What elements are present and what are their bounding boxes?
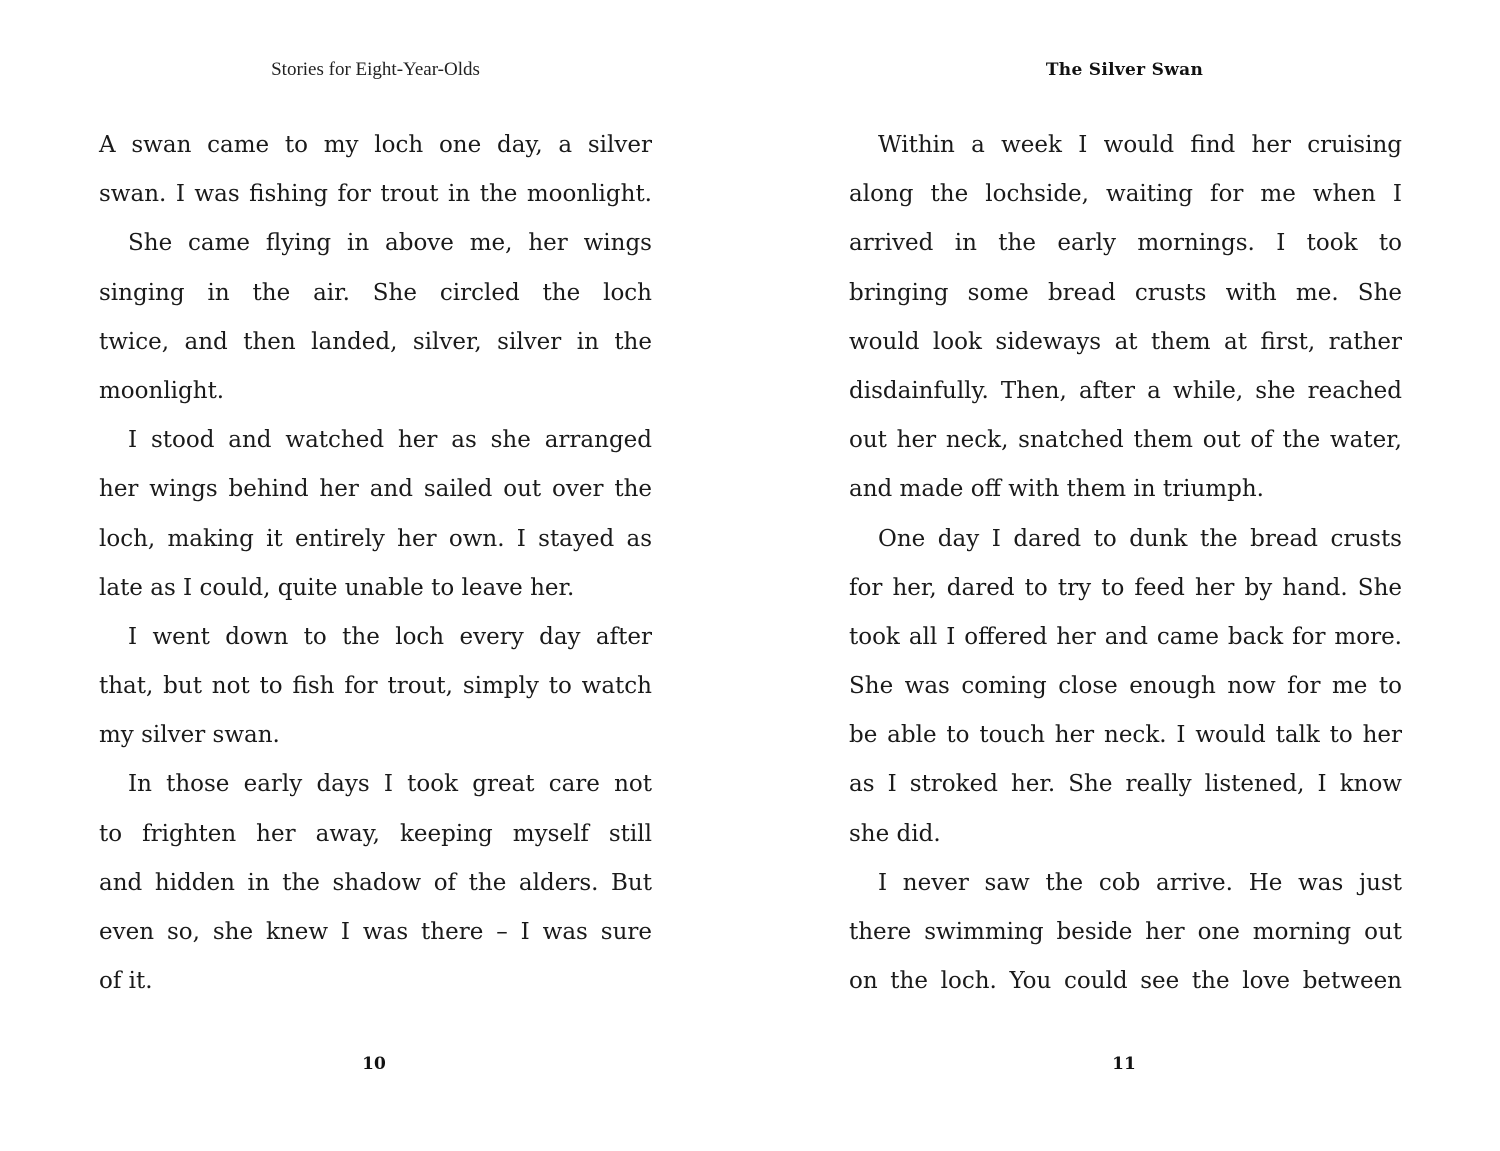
- text-line: I never saw the cob arrive. He was just: [878, 869, 1402, 896]
- text-line: even so, she knew I was there – I was sure: [99, 919, 652, 945]
- text-line: there swimming beside her one morning out: [849, 919, 1402, 945]
- text-line: along the lochside, waiting for me when I: [849, 181, 1402, 208]
- text-line: out her neck, snatched them out of the water,: [849, 427, 1402, 454]
- text-line: loch, making it entirely her own. I stayed as: [99, 525, 652, 552]
- text-line: that, but not to fish for trout, simply to watch: [99, 673, 652, 700]
- text-line: late as I could, quite unable to leave her.: [99, 574, 575, 601]
- text-line: One day I dared to dunk the bread crusts: [878, 525, 1402, 552]
- text-line: bringing some bread crusts with me. She: [849, 279, 1402, 306]
- text-line: would look sideways at them at first, rather: [849, 328, 1402, 355]
- text-line: arrived in the early mornings. I took to: [849, 230, 1402, 257]
- text-line: took all I offered her and came back for more.: [849, 623, 1402, 650]
- text-line: her wings behind her and sailed out over the: [99, 476, 652, 503]
- text-line: my silver swan.: [99, 722, 280, 749]
- text-line: on the loch. You could see the love between: [849, 968, 1402, 995]
- right-page: [750, 0, 1500, 1151]
- text-line: Within a week I would find her cruising: [878, 132, 1402, 158]
- text-line: She came flying in above me, her wings: [128, 230, 652, 257]
- text-line: to frighten her away, keeping myself still: [99, 820, 652, 847]
- running-head-story-title: The Silver Swan: [1045, 60, 1204, 80]
- body-text: [99, 121, 652, 1006]
- body-text: [849, 121, 1402, 1006]
- text-line: be able to touch her neck. I would talk to her: [849, 722, 1402, 749]
- text-line: disdainfully. Then, after a while, she reached: [849, 377, 1402, 404]
- text-line: In those early days I took great care not: [128, 771, 652, 798]
- text-line: I stood and watched her as she arranged: [128, 427, 652, 454]
- text-line: I went down to the loch every day after: [128, 623, 652, 650]
- text-line: of it.: [99, 968, 153, 995]
- running-head-book-title: Stories for Eight-Year-Olds: [271, 59, 480, 80]
- text-line: twice, and then landed, silver, silver in the: [99, 328, 652, 355]
- text-line: for her, dared to try to feed her by hand. She: [849, 574, 1402, 601]
- text-line: she did.: [849, 820, 941, 847]
- text-line: moonlight.: [99, 377, 225, 404]
- text-line: as I stroked her. She really listened, I know: [849, 771, 1402, 798]
- page-number: 11: [1112, 1054, 1136, 1074]
- text-line: singing in the air. She circled the loch: [99, 279, 652, 306]
- text-line: and made off with them in triumph.: [849, 476, 1264, 503]
- text-line: She was coming close enough now for me to: [849, 673, 1402, 700]
- page-number: 10: [362, 1054, 386, 1074]
- text-line: A swan came to my loch one day, a silver: [99, 132, 652, 158]
- text-line: swan. I was fishing for trout in the moonlight.: [99, 181, 652, 208]
- text-line: and hidden in the shadow of the alders. But: [99, 869, 652, 896]
